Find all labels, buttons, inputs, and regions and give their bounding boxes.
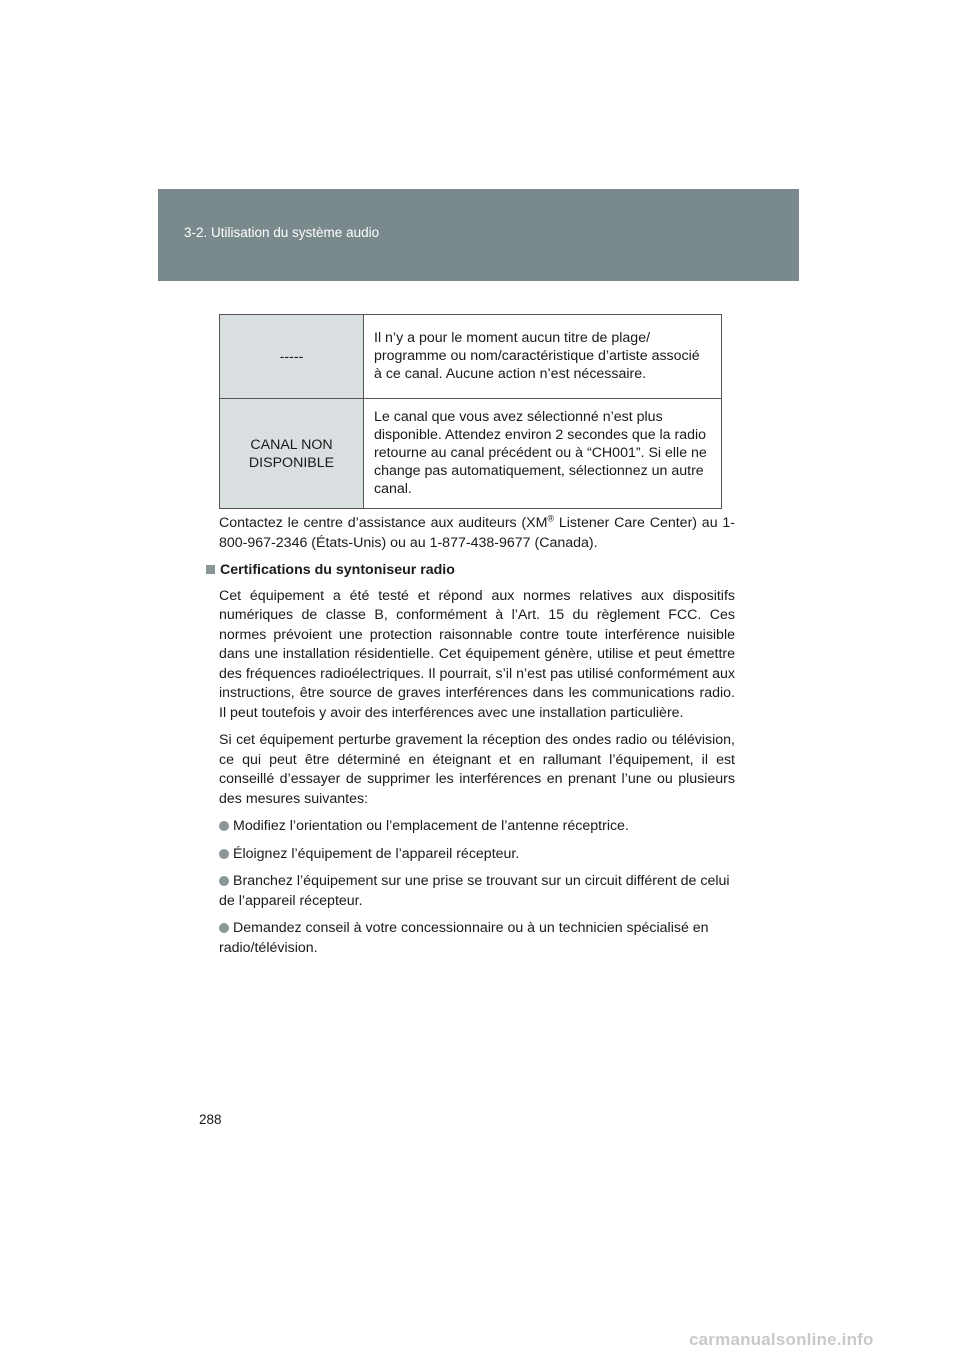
list-item-text: Branchez l’équipement sur une prise se trouvant sur un circuit différent de celui de l’appareil récepteur. — [219, 873, 730, 909]
certifications-heading-text: Certifications du syntoniseur radio — [220, 562, 455, 578]
section-header-band — [158, 189, 799, 281]
message-code-cell — [220, 315, 364, 399]
message-description-cell — [364, 399, 722, 509]
message-code-line: CANAL NON — [250, 436, 333, 453]
list-item-text: Éloignez l’équipement de l’appareil récepteur. — [233, 845, 520, 862]
certifications-heading — [206, 561, 735, 581]
message-code-line: DISPONIBLE — [248, 454, 335, 471]
message-table — [219, 314, 722, 509]
message-code-cell — [220, 399, 364, 509]
registered-mark: ® — [547, 513, 555, 524]
table-row — [220, 399, 722, 509]
list-item — [219, 872, 735, 911]
watermark: carmanualsonline.info — [689, 1330, 874, 1349]
contact-paragraph — [219, 514, 735, 553]
body-content — [219, 514, 735, 966]
section-title: 3-2. Utilisation du système audio — [184, 225, 380, 240]
message-description: Le canal que vous avez sélectionné n’est plus disponible. Attendez environ 2 secondes que la radio retourne au canal précédent ou à “CH001”. Si elle ne change pas automatiquement, sélectionnez un autre canal. — [374, 408, 707, 497]
contact-text: Listener Care Center) au 1-800-967-2346 (États-Unis) ou au 1-877-438-9677 (Canada). — [219, 515, 735, 551]
list-item-text: Demandez conseil à votre concessionnaire ou à un technicien spécialisé en radio/télévision. — [219, 920, 709, 956]
message-description-cell — [364, 315, 722, 399]
page-number: 288 — [199, 1112, 222, 1127]
list-item-text: Modifiez l’orientation ou l’emplacement de l’antenne réceptrice. — [233, 818, 629, 834]
circle-bullet-icon — [219, 849, 229, 859]
circle-bullet-icon — [219, 876, 229, 886]
list-item — [219, 845, 735, 865]
list-item — [219, 919, 735, 958]
message-description: Il n’y a pour le moment aucun titre de plage/ programme ou nom/caractéristique d’artiste associé à ce canal. Aucune action n’est nécessaire. — [374, 329, 700, 382]
message-code: ----- — [279, 348, 304, 365]
table-row — [220, 315, 722, 399]
list-item — [219, 817, 735, 837]
contact-text: Contactez le centre d’assistance aux auditeurs (XM — [219, 515, 548, 531]
circle-bullet-icon — [219, 923, 229, 933]
square-bullet-icon — [206, 565, 215, 574]
certifications-paragraph: Cet équipement a été testé et répond aux normes relatives aux dispositifs numériques de classe B, conformément à l’Art. 15 du règlement FCC. Ces normes prévoient une protection raisonnable contre toute interférence nuisible dans une installation résidentielle. Cet équipement génère, utilise et peut émettre des fréquences radioélectriques. Il pourrait, s’il n’est pas utilisé conformément aux instructions, être source de graves interférences dans les communications radio. Il peut toutefois y avoir des interférences avec une installation particulière. — [219, 587, 735, 721]
certifications-paragraph: Si cet équipement perturbe gravement la réception des ondes radio ou télévision, ce qui peut être déterminé en éteignant et en rallumant l’équipement, il est conseillé d’essayer de supprimer les interférences en prenant l’une ou plusieurs des mesures suivantes: — [219, 732, 735, 807]
circle-bullet-icon — [219, 821, 229, 831]
